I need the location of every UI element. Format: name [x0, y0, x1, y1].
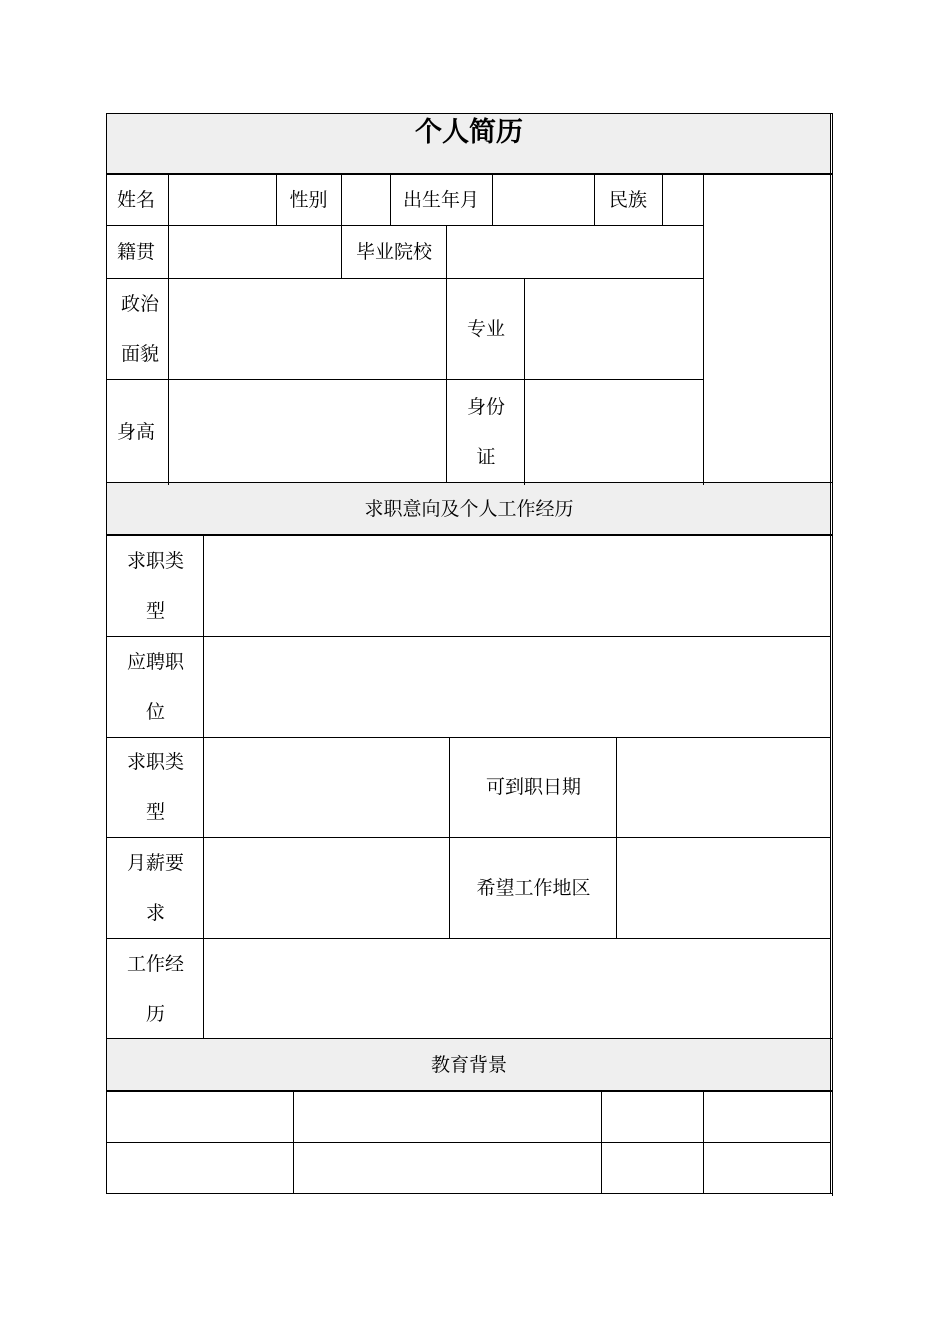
- grid-line: [107, 278, 704, 279]
- height-label: 身高: [117, 420, 156, 443]
- grid-line: [703, 174, 704, 485]
- grid-line: [107, 837, 831, 838]
- birth-label: 出生年月: [402, 188, 479, 211]
- education-cell[interactable]: [602, 1091, 704, 1143]
- job-type-2-value-cell[interactable]: [204, 737, 450, 837]
- grid-line: [524, 278, 525, 485]
- available-date-value-cell[interactable]: [617, 737, 831, 837]
- job-type-label: 求职类型: [126, 549, 184, 622]
- grid-line: [703, 1091, 704, 1193]
- frame-line: [830, 113, 831, 1194]
- grid-line: [106, 1090, 832, 1092]
- grid-line: [106, 1038, 832, 1039]
- grid-line: [203, 535, 204, 1039]
- education-cell[interactable]: [294, 1091, 602, 1143]
- education-section-header: 教育背景: [107, 1039, 831, 1091]
- grid-line: [594, 174, 595, 225]
- position-value-cell[interactable]: [204, 636, 831, 737]
- job-section-header: 求职意向及个人工作经历: [107, 483, 831, 535]
- native-place-label: 籍贯: [117, 240, 156, 263]
- job-type-label-2: 求职类型: [126, 751, 184, 823]
- name-value-cell[interactable]: [169, 174, 276, 225]
- resume-title: 个人简历: [107, 114, 831, 174]
- grid-line: [106, 482, 832, 483]
- region-value-cell[interactable]: [617, 837, 831, 938]
- political-value-cell[interactable]: [169, 278, 447, 380]
- native-place-value-cell[interactable]: [169, 225, 341, 278]
- grid-line: [107, 1142, 831, 1143]
- education-cell[interactable]: [107, 1143, 294, 1193]
- grid-line: [107, 225, 704, 226]
- major-label: 专业: [466, 318, 505, 340]
- photo-cell[interactable]: [704, 174, 831, 483]
- salary-value-cell[interactable]: [204, 837, 450, 938]
- school-value-cell[interactable]: [447, 225, 704, 278]
- frame-line: [832, 113, 833, 1196]
- grid-line: [107, 938, 831, 939]
- grid-line: [390, 174, 391, 225]
- grid-line: [662, 174, 663, 225]
- grid-line: [107, 737, 831, 738]
- name-label: 姓名: [117, 188, 156, 211]
- grid-line: [276, 174, 277, 225]
- grid-line: [106, 534, 832, 536]
- experience-value-cell[interactable]: [204, 938, 831, 1039]
- region-label: 希望工作地区: [476, 876, 591, 899]
- ethnicity-label: 民族: [608, 188, 647, 211]
- political-label: 政治面貌: [120, 293, 159, 365]
- height-value-cell[interactable]: [169, 380, 447, 483]
- education-cell[interactable]: [294, 1143, 602, 1193]
- salary-label: 月薪要求: [126, 851, 184, 924]
- grid-line: [168, 174, 169, 485]
- available-date-label: 可到职日期: [485, 776, 581, 798]
- grid-line: [107, 636, 831, 637]
- education-cell[interactable]: [107, 1091, 294, 1143]
- school-label: 毕业院校: [355, 240, 432, 263]
- education-cell[interactable]: [602, 1143, 704, 1193]
- grid-line: [106, 173, 832, 175]
- position-label: 应聘职位: [126, 650, 184, 723]
- id-label: 身份证: [466, 395, 505, 468]
- grid-line: [446, 225, 447, 483]
- education-cell[interactable]: [704, 1143, 831, 1193]
- job-type-value-cell[interactable]: [204, 535, 831, 636]
- education-cell[interactable]: [704, 1091, 831, 1143]
- gender-value-cell[interactable]: [341, 174, 390, 225]
- frame-line: [106, 1193, 832, 1194]
- birth-value-cell[interactable]: [492, 174, 594, 225]
- grid-line: [616, 737, 617, 938]
- grid-line: [341, 174, 342, 278]
- major-value-cell[interactable]: [525, 278, 704, 380]
- frame-line: [106, 113, 107, 1194]
- grid-line: [449, 737, 450, 938]
- id-value-cell[interactable]: [525, 380, 704, 483]
- experience-label: 工作经历: [126, 952, 184, 1025]
- grid-line: [492, 174, 493, 225]
- gender-label: 性别: [289, 188, 328, 211]
- grid-line: [601, 1091, 602, 1193]
- ethnicity-value-cell[interactable]: [662, 174, 704, 225]
- grid-line: [107, 379, 704, 380]
- frame-line: [106, 113, 832, 114]
- grid-line: [293, 1091, 294, 1193]
